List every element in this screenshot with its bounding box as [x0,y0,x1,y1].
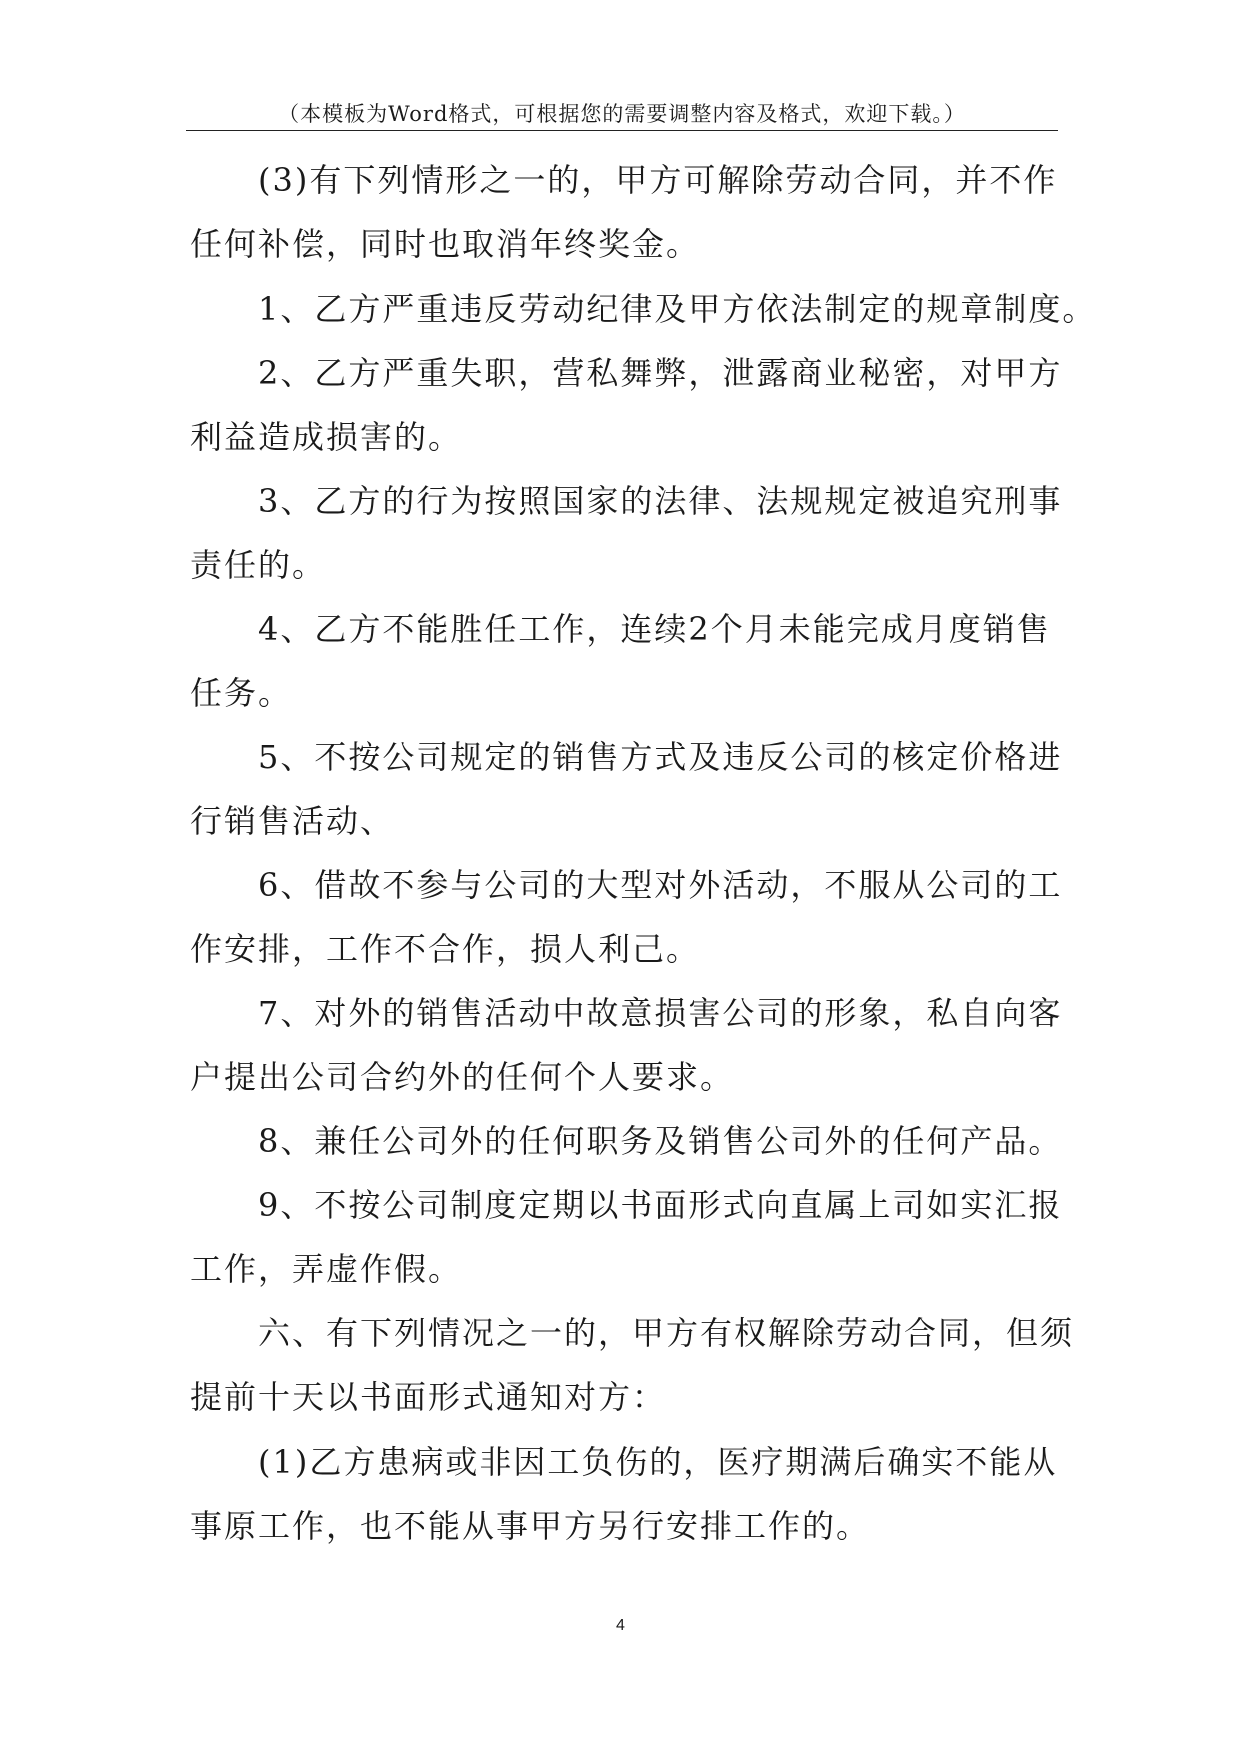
text-line: 任何补偿，同时也取消年终奖金。 [190,225,701,263]
text-line: 1、乙方严重违反劳动纪律及甲方依法制定的规章制度。 [190,290,1097,328]
text-line: 行销售活动、 [190,802,395,840]
text-line: 作安排，工作不合作，损人利己。 [190,930,701,968]
text-line: 户提出公司合约外的任何个人要求。 [190,1058,735,1096]
page-number: 4 [616,1617,625,1634]
text-line: 5、不按公司规定的销售方式及违反公司的核定价格进 [190,738,1063,776]
text-line: 2、乙方严重失职，营私舞弊，泄露商业秘密，对甲方 [190,354,1063,392]
text-line: 任务。 [190,674,293,712]
text-line: 6、借故不参与公司的大型对外活动，不服从公司的工 [190,866,1063,904]
text-line: (1)乙方患病或非因工负伤的，医疗期满后确实不能从 [190,1443,1058,1481]
text-line: 9、不按公司制度定期以书面形式向直属上司如实汇报 [190,1186,1063,1224]
text-line: 8、兼任公司外的任何职务及销售公司外的任何产品。 [190,1122,1063,1160]
text-line: 六、有下列情况之一的，甲方有权解除劳动合同，但须 [190,1314,1075,1352]
text-line: 提前十天以书面形式通知对方： [190,1378,667,1416]
template-notice: （本模板为Word格式，可根据您的需要调整内容及格式，欢迎下载。） [278,102,966,126]
text-line: 3、乙方的行为按照国家的法律、法规规定被追究刑事 [190,482,1063,520]
text-line: 利益造成损害的。 [190,418,463,456]
text-line: 事原工作，也不能从事甲方另行安排工作的。 [190,1507,871,1545]
text-line: 4、乙方不能胜任工作，连续2个月未能完成月度销售 [190,610,1051,648]
text-line: 工作，弄虚作假。 [190,1250,463,1288]
text-line: 7、对外的销售活动中故意损害公司的形象，私自向客 [190,994,1063,1032]
text-line: 责任的。 [190,546,327,584]
text-line: (3)有下列情形之一的，甲方可解除劳动合同，并不作 [190,161,1058,199]
header-divider [186,130,1058,131]
